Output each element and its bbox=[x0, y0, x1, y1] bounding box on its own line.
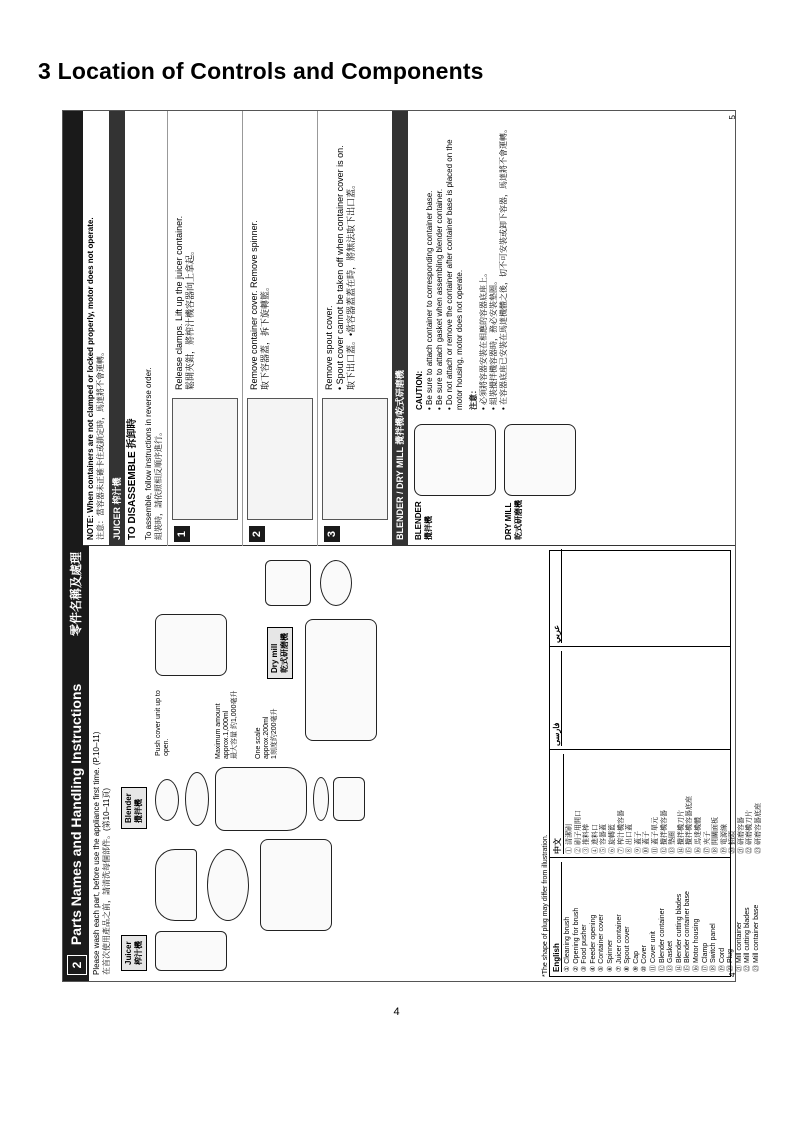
push-cover-note: Push cover unit up to open. bbox=[155, 690, 170, 756]
item-label: 研磨容器底座 bbox=[755, 803, 763, 846]
mill-container-drawing bbox=[265, 560, 311, 606]
item-label: Cleaning brush bbox=[564, 916, 571, 964]
juicer-subhead bbox=[109, 111, 125, 546]
list-item bbox=[755, 754, 764, 854]
list-item bbox=[641, 862, 650, 972]
list-item bbox=[719, 862, 728, 972]
item-number: ⑯ bbox=[692, 963, 700, 972]
step-1-text-cn: 鬆開夾鉗，將榨汁機容器向上拿起。 bbox=[185, 245, 195, 390]
item-label: 開關面板 bbox=[712, 817, 720, 846]
item-label: Mill container base bbox=[753, 904, 761, 964]
item-label: 旋轉籃 bbox=[608, 824, 616, 846]
column-header-chinese: 中文 bbox=[552, 754, 564, 854]
item-label: Juicer container bbox=[615, 914, 623, 964]
item-number: ⑩ bbox=[641, 963, 649, 972]
drymill-assembly-drawing bbox=[504, 424, 576, 496]
list-item bbox=[727, 862, 736, 972]
blender-assembly-drawing bbox=[414, 424, 496, 496]
item-number: ㉒ bbox=[746, 845, 754, 854]
column-header-english: English bbox=[552, 862, 562, 972]
item-number: ㉒ bbox=[744, 963, 752, 972]
cover-unit-drawing bbox=[155, 614, 227, 676]
item-label: Cord bbox=[718, 947, 726, 964]
disassemble-intro-en: To assemble, follow instructions in reverse order. bbox=[144, 367, 153, 540]
item-label: Mill cutting blades bbox=[744, 907, 752, 964]
section-number: 2 bbox=[67, 955, 87, 975]
parts-column-arabic bbox=[550, 545, 730, 647]
list-item bbox=[581, 862, 590, 972]
list-item bbox=[693, 862, 702, 972]
item-label: 電源線 bbox=[720, 824, 728, 846]
item-label: 插頭 bbox=[729, 831, 737, 846]
item-label: 出口蓋 bbox=[626, 824, 634, 846]
cover-drawing bbox=[185, 772, 209, 826]
parts-list-english bbox=[564, 862, 762, 972]
plug-footnote: *The shape of plug may differ from illustration. bbox=[542, 834, 549, 977]
max-amount-cn: 最大容量 約1,000毫升 bbox=[231, 690, 238, 759]
item-label: Plug bbox=[727, 949, 735, 964]
corner-page-number-right: 5 bbox=[728, 115, 737, 120]
parts-list-chinese bbox=[566, 754, 764, 854]
list-item bbox=[598, 862, 607, 972]
step-3-illustration bbox=[322, 398, 388, 520]
item-label: 蓋子 bbox=[643, 831, 651, 846]
item-number: ⑳ bbox=[727, 963, 735, 972]
item-label: 刷子用開口 bbox=[574, 810, 582, 846]
list-item bbox=[609, 754, 618, 854]
item-number: ㉓ bbox=[753, 963, 761, 972]
item-number: ⑩ bbox=[643, 845, 651, 854]
item-label: Clamp bbox=[701, 942, 709, 964]
item-number: ⑲ bbox=[720, 845, 728, 854]
step-text bbox=[174, 117, 196, 390]
list-item bbox=[607, 862, 616, 972]
one-scale-en: One scale approx.200ml bbox=[255, 716, 270, 759]
item-label: 研磨容器 bbox=[737, 817, 745, 846]
list-item bbox=[667, 862, 676, 972]
item-number: ② bbox=[574, 845, 582, 854]
list-item bbox=[575, 754, 584, 854]
list-item bbox=[618, 754, 627, 854]
item-label: Motor housing bbox=[692, 918, 700, 964]
juicer-head-en: JUICER bbox=[112, 506, 122, 540]
drymill-label bbox=[267, 627, 293, 679]
item-label: Blender container base bbox=[684, 891, 692, 964]
note-en: NOTE: When containers are not clamped or locked properly, motor does not operate. bbox=[86, 217, 95, 540]
blender-base-drawing bbox=[333, 777, 365, 821]
item-number: ⑱ bbox=[710, 963, 718, 972]
item-label: Spinner bbox=[606, 939, 614, 964]
step-1-text-en: Release clamps. Lift up the juicer container. bbox=[174, 215, 184, 390]
caution-item-cn: • 組裝攪拌機容器時，務必安裝墊圈。 bbox=[489, 276, 498, 410]
list-item bbox=[704, 754, 713, 854]
list-item bbox=[600, 754, 609, 854]
juicer-label-cn: 榨汁機 bbox=[134, 941, 143, 965]
item-number: ⑳ bbox=[729, 845, 737, 854]
item-number: ④ bbox=[591, 845, 599, 854]
list-item bbox=[712, 754, 721, 854]
drymill-caption bbox=[504, 500, 524, 540]
step-3-text-cn: 取下出口蓋。•當容器蓋蓋在時，將無法取下出口蓋。 bbox=[346, 179, 356, 390]
caution-item: • Do not attach or remove the container after container base is placed on the motor housing, motor does not operate. bbox=[445, 139, 464, 410]
one-scale-note bbox=[255, 684, 279, 759]
caution-item: • Be sure to attach gasket when assembling blender container. bbox=[435, 188, 444, 410]
list-item bbox=[624, 862, 633, 972]
blender-label bbox=[121, 787, 147, 829]
list-item bbox=[626, 754, 635, 854]
item-number: ⑲ bbox=[718, 963, 726, 972]
item-number: ③ bbox=[583, 845, 591, 854]
disassemble-head-cn: 拆卸時 bbox=[127, 418, 138, 449]
list-item bbox=[650, 862, 659, 972]
list-item bbox=[695, 754, 704, 854]
wash-note-cn: 在首次使用產品之前，請清洗每個部件。(第10–11頁) bbox=[102, 788, 111, 975]
item-label: Cover bbox=[641, 945, 649, 964]
item-label: Blender container bbox=[658, 908, 666, 964]
wash-note-en: Please wash each part, before use the appliance first time. (P.10–11) bbox=[92, 731, 101, 975]
list-item bbox=[643, 754, 652, 854]
list-item bbox=[652, 754, 661, 854]
item-label: 夾子 bbox=[703, 831, 711, 846]
item-label: Switch panel bbox=[710, 923, 718, 964]
step-text bbox=[324, 117, 357, 390]
blender-label-en: Blender bbox=[124, 793, 133, 823]
list-item bbox=[616, 862, 625, 972]
list-item bbox=[746, 754, 755, 854]
list-item bbox=[729, 754, 738, 854]
item-label: Container cover bbox=[598, 914, 606, 964]
item-label: Cover unit bbox=[649, 931, 657, 964]
step-1-illustration bbox=[172, 398, 238, 520]
juicer-label-en: Juicer bbox=[124, 941, 133, 965]
item-label: 墊圈 bbox=[669, 831, 677, 846]
juicer-label bbox=[121, 935, 147, 971]
wash-note bbox=[89, 546, 115, 981]
column-header-arabic: عربي bbox=[552, 549, 562, 643]
list-item bbox=[564, 862, 573, 972]
item-label: 蓋子 bbox=[634, 831, 642, 846]
drymill-caption-cn: 乾式研磨機 bbox=[514, 500, 523, 540]
item-number: ⑧ bbox=[626, 845, 634, 854]
disassemble-intro bbox=[141, 111, 167, 546]
cleaning-brush-drawing bbox=[155, 931, 227, 971]
item-label: Blender cutting blades bbox=[675, 893, 683, 964]
item-label: 攪拌機刀片 bbox=[677, 810, 685, 846]
item-label: Food pusher bbox=[581, 924, 589, 964]
step-2-text-cn: 取下容器蓋，拆下旋轉籃。 bbox=[260, 281, 270, 390]
left-page bbox=[63, 545, 763, 981]
item-label: 容器蓋 bbox=[600, 824, 608, 846]
item-label: 攪拌機容器 bbox=[660, 810, 668, 846]
item-label: Spout cover bbox=[624, 926, 632, 964]
item-number: ⑭ bbox=[675, 963, 683, 972]
item-label: Gasket bbox=[667, 940, 675, 964]
item-label: 攪拌機容器底座 bbox=[686, 796, 694, 846]
list-item bbox=[566, 754, 575, 854]
step-number: 3 bbox=[324, 526, 340, 542]
item-number: ⑦ bbox=[617, 845, 625, 854]
parts-table bbox=[549, 550, 763, 977]
blender-caption-en: BLENDER bbox=[414, 501, 423, 540]
step-3-text-en: Remove spout cover. bbox=[324, 305, 334, 390]
parts-drawings bbox=[115, 546, 415, 981]
item-label: 推料棒 bbox=[583, 824, 591, 846]
blender-label-cn: 攪拌機 bbox=[134, 799, 143, 823]
section-title-cn: 零件名稱及處理 bbox=[69, 552, 83, 637]
item-number: ⑮ bbox=[686, 845, 694, 854]
item-number: ⑥ bbox=[608, 845, 616, 854]
disassemble-intro-cn: 組裝時，請依照相反順序進行。 bbox=[154, 428, 163, 540]
item-label: 蓋子單元 bbox=[651, 817, 659, 846]
item-number: ⑬ bbox=[669, 845, 677, 854]
corner-page-number-left: 4 bbox=[728, 972, 737, 977]
note-block bbox=[83, 111, 109, 546]
parts-column-english bbox=[550, 857, 761, 976]
section-title: Parts Names and Handling Instructions bbox=[68, 683, 84, 946]
right-header-bar bbox=[63, 111, 83, 546]
item-number: ⑰ bbox=[703, 845, 711, 854]
item-label: 榨汁機容器 bbox=[617, 810, 625, 846]
cap-drawing bbox=[155, 779, 179, 821]
caution-title: CAUTION: bbox=[415, 370, 424, 410]
item-number: ② bbox=[572, 963, 580, 972]
item-label: 進料口 bbox=[591, 824, 599, 846]
manual-scan bbox=[62, 110, 763, 982]
item-number: ⑤ bbox=[598, 963, 606, 972]
blender-container-drawing bbox=[215, 767, 307, 831]
step-2-illustration bbox=[247, 398, 313, 520]
one-scale-cn: 1刻度約200毫升 bbox=[271, 708, 278, 759]
list-item bbox=[710, 862, 719, 972]
item-label: Opening for brush bbox=[572, 907, 580, 964]
gasket-drawing bbox=[313, 777, 329, 821]
drymill-caption-en: DRY MILL bbox=[504, 502, 513, 540]
step-3-subtext: • Spout cover cannot be taken off when container cover is on. bbox=[335, 145, 345, 390]
caution-title-cn: 注意： bbox=[469, 386, 478, 410]
blender-drymill-subhead bbox=[392, 111, 408, 546]
list-item bbox=[744, 862, 753, 972]
list-item bbox=[721, 754, 730, 854]
item-label: Feeder opening bbox=[589, 914, 597, 964]
item-number: ⑫ bbox=[658, 963, 666, 972]
item-number: ㉑ bbox=[735, 963, 743, 972]
disassemble-head bbox=[125, 111, 141, 546]
list-item bbox=[573, 862, 582, 972]
caution-item-cn: • 在容器底座已安裝在馬達機體之後，切不可安裝或卸下容器，馬達將不會運轉。 bbox=[499, 124, 508, 410]
parts-column-farsi bbox=[550, 646, 730, 750]
list-item bbox=[753, 862, 762, 972]
mill-base-drawing bbox=[320, 560, 352, 606]
juicer-container-drawing bbox=[260, 839, 332, 931]
item-number: ⑬ bbox=[667, 963, 675, 972]
section-header bbox=[63, 546, 89, 981]
step-number: 1 bbox=[174, 526, 190, 542]
item-number: ⑰ bbox=[701, 963, 709, 972]
caution-block bbox=[412, 115, 512, 416]
item-label: 研磨機刀片 bbox=[746, 810, 754, 846]
item-number: ⑫ bbox=[660, 845, 668, 854]
note-cn: 注意：當容器未正確卡住或鎖定時，馬達將不會運轉。 bbox=[96, 348, 105, 540]
item-label: Cap bbox=[632, 950, 640, 964]
item-number: ㉓ bbox=[755, 845, 763, 854]
right-page bbox=[63, 111, 735, 546]
item-number: ⑪ bbox=[649, 963, 657, 972]
item-number: ① bbox=[566, 845, 573, 854]
list-item bbox=[686, 754, 695, 854]
step-2 bbox=[242, 111, 317, 546]
caution-item: • Be sure to attach container to corresponding container base. bbox=[425, 190, 434, 410]
container-cover-drawing bbox=[155, 849, 197, 921]
blender-caption-cn: 攪拌機 bbox=[424, 516, 433, 540]
blender-caption bbox=[414, 501, 434, 540]
item-label: Mill container bbox=[735, 921, 743, 964]
list-item bbox=[684, 862, 693, 972]
item-label: 馬達機體 bbox=[694, 817, 702, 846]
list-item bbox=[659, 862, 668, 972]
step-3 bbox=[317, 111, 392, 546]
item-number: ㉑ bbox=[737, 845, 745, 854]
page-title: 3 Location of Controls and Components bbox=[38, 58, 484, 84]
item-number: ⑪ bbox=[651, 845, 659, 854]
item-number: ① bbox=[564, 963, 571, 972]
drymill-label-cn: 乾式研磨機 bbox=[280, 633, 289, 673]
list-item bbox=[583, 754, 592, 854]
item-number: ④ bbox=[589, 963, 597, 972]
item-number: ⑱ bbox=[712, 845, 720, 854]
list-item bbox=[669, 754, 678, 854]
step-number: 2 bbox=[249, 526, 265, 542]
caution-item-cn: • 必須將容器安裝在相應的容器底座上。 bbox=[479, 268, 488, 410]
item-number: ⑭ bbox=[677, 845, 685, 854]
list-item bbox=[702, 862, 711, 972]
item-number: ⑨ bbox=[634, 845, 642, 854]
column-header-farsi: فارسی bbox=[552, 651, 562, 746]
step-text bbox=[249, 117, 271, 390]
blender-head-cn: 攪拌機/乾式研磨機 bbox=[395, 370, 405, 445]
drymill-label-en: Dry mill bbox=[270, 643, 279, 673]
list-item bbox=[661, 754, 670, 854]
page-number: 4 bbox=[393, 1006, 400, 1018]
item-number: ⑧ bbox=[624, 963, 632, 972]
item-number: ⑮ bbox=[684, 963, 692, 972]
motor-housing-drawing bbox=[305, 619, 377, 741]
item-number: ⑯ bbox=[694, 845, 702, 854]
spinner-drawing bbox=[207, 849, 249, 921]
item-number: ⑥ bbox=[606, 963, 614, 972]
step-1 bbox=[167, 111, 242, 546]
item-number: ③ bbox=[581, 963, 589, 972]
item-number: ⑨ bbox=[632, 963, 640, 972]
rotated-spread bbox=[63, 111, 763, 981]
item-number: ⑦ bbox=[615, 963, 623, 972]
item-label: 清潔刷 bbox=[566, 824, 573, 846]
step-2-text-en: Remove container cover. Remove spinner. bbox=[249, 220, 259, 390]
disassemble-head-en: TO DISASSEMBLE bbox=[127, 451, 138, 540]
max-amount-note bbox=[215, 684, 239, 759]
juicer-head-cn: 榨汁機 bbox=[112, 477, 122, 505]
blender-head-en: BLENDER / DRY MILL bbox=[395, 447, 405, 540]
max-amount-en: Maximum amount approx.1,000ml bbox=[215, 703, 230, 759]
blender-drymill-section bbox=[408, 111, 588, 546]
parts-column-chinese bbox=[550, 749, 763, 858]
item-number: ⑤ bbox=[600, 845, 608, 854]
